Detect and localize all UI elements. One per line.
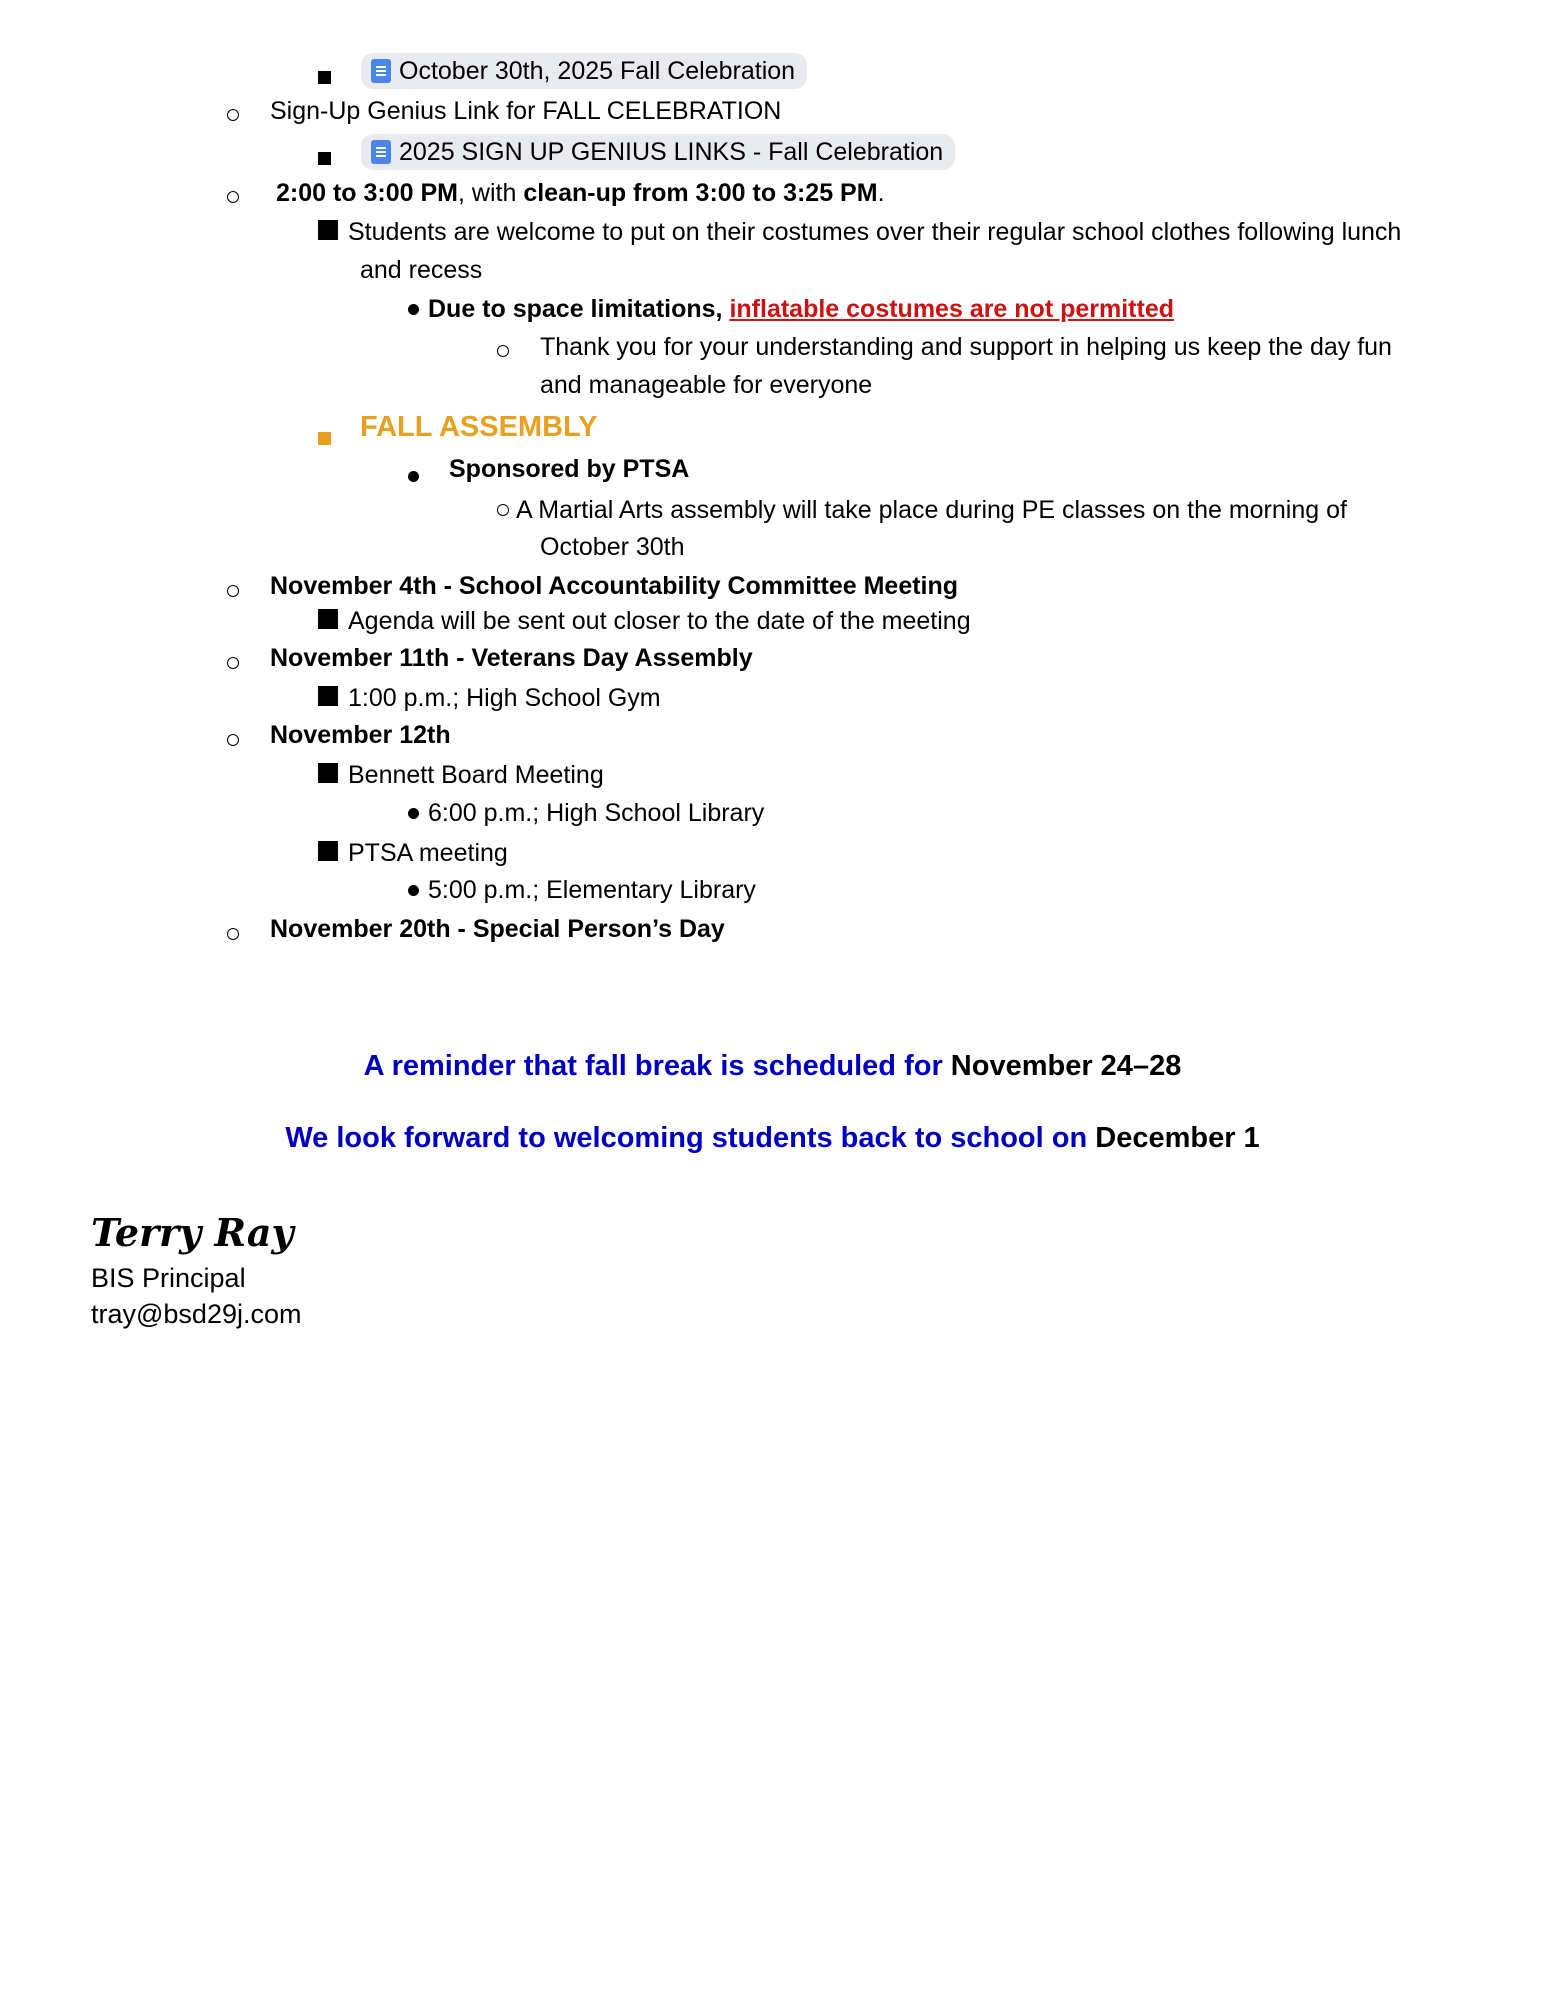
thanks-line2: and manageable for everyone bbox=[540, 371, 873, 399]
space-limitations bbox=[428, 293, 1174, 325]
square-bullet-icon bbox=[318, 609, 338, 629]
circle-bullet-icon bbox=[227, 928, 239, 940]
nov11-detail: 1:00 p.m.; High School Gym bbox=[348, 684, 661, 712]
signup-label: Sign-Up Genius Link for FALL CELEBRATION bbox=[270, 97, 782, 125]
return-date: December 1 bbox=[1095, 1122, 1260, 1154]
square-bullet-icon bbox=[318, 220, 338, 240]
document-icon bbox=[371, 140, 391, 164]
martial-arts-line2: October 30th bbox=[540, 533, 685, 561]
sponsored-by: Sponsored by PTSA bbox=[449, 455, 690, 483]
doc-link-label: October 30th, 2025 Fall Celebration bbox=[399, 56, 796, 85]
ptsa-meeting: PTSA meeting bbox=[348, 839, 508, 867]
nov12-event: November 12th bbox=[270, 721, 451, 749]
nov11-event: November 11th - Veterans Day Assembly bbox=[270, 644, 753, 672]
orange-square-bullet-icon bbox=[318, 432, 331, 445]
square-bullet-icon bbox=[318, 841, 338, 861]
return-reminder bbox=[0, 1122, 1545, 1155]
fall-break-reminder bbox=[0, 1050, 1545, 1083]
dot-bullet-icon bbox=[408, 885, 419, 896]
dot-bullet-icon bbox=[408, 304, 419, 315]
space-limitations-label: Due to space limitations, bbox=[428, 295, 730, 323]
costume-note-line2: and recess bbox=[360, 256, 483, 284]
martial-arts-line1: A Martial Arts assembly will take place during PE classes on the morning of bbox=[516, 496, 1347, 524]
inflatable-warning: inflatable costumes are not permitted bbox=[729, 295, 1174, 323]
ptsa-detail: 5:00 p.m.; Elementary Library bbox=[428, 876, 756, 904]
square-bullet-icon bbox=[318, 152, 331, 165]
fall-assembly-heading: FALL ASSEMBLY bbox=[360, 411, 598, 443]
costume-note-line1: Students are welcome to put on their costumes over their regular school clothes following lunch bbox=[348, 218, 1402, 246]
circle-bullet-icon bbox=[227, 734, 239, 746]
return-text: We look forward to welcoming students back to school on bbox=[285, 1122, 1096, 1154]
document-icon bbox=[371, 59, 391, 83]
doc-link-signup-genius[interactable] bbox=[361, 134, 955, 170]
time-range: 2:00 to 3:00 PM bbox=[276, 179, 459, 207]
nov4-event: November 4th - School Accountability Committee Meeting bbox=[270, 572, 959, 600]
nov20-event: November 20th - Special Person’s Day bbox=[270, 915, 725, 943]
circle-bullet-icon bbox=[227, 109, 239, 121]
circle-bullet-icon bbox=[227, 585, 239, 597]
dot-bullet-icon bbox=[408, 471, 419, 482]
doc-link-label: 2025 SIGN UP GENIUS LINKS - Fall Celebration bbox=[399, 137, 944, 166]
period: . bbox=[877, 179, 885, 207]
doc-link-fall-celebration[interactable] bbox=[361, 53, 807, 89]
bennett-meeting: Bennett Board Meeting bbox=[348, 761, 604, 789]
circle-bullet-icon bbox=[497, 345, 509, 357]
cleanup-time: clean-up from 3:00 to 3:25 PM bbox=[523, 179, 878, 207]
square-bullet-icon bbox=[318, 686, 338, 706]
square-bullet-icon bbox=[318, 763, 338, 783]
celebration-time bbox=[276, 177, 885, 209]
thanks-line1: Thank you for your understanding and support in helping us keep the day fun bbox=[540, 333, 1392, 361]
signature-email[interactable]: tray@bsd29j.com bbox=[91, 1299, 302, 1329]
nov4-agenda: Agenda will be sent out closer to the date of the meeting bbox=[348, 607, 971, 635]
square-bullet-icon bbox=[318, 71, 331, 84]
circle-bullet-icon bbox=[227, 191, 239, 203]
bennett-detail: 6:00 p.m.; High School Library bbox=[428, 799, 765, 827]
signature-title: BIS Principal bbox=[91, 1263, 246, 1293]
circle-bullet-icon bbox=[497, 504, 509, 516]
fall-break-text: A reminder that fall break is scheduled for bbox=[363, 1050, 951, 1082]
circle-bullet-icon bbox=[227, 657, 239, 669]
time-connector: , with bbox=[458, 179, 524, 207]
fall-break-dates: November 24–28 bbox=[950, 1050, 1182, 1082]
signature: Terry Ray bbox=[91, 1210, 294, 1255]
dot-bullet-icon bbox=[408, 808, 419, 819]
